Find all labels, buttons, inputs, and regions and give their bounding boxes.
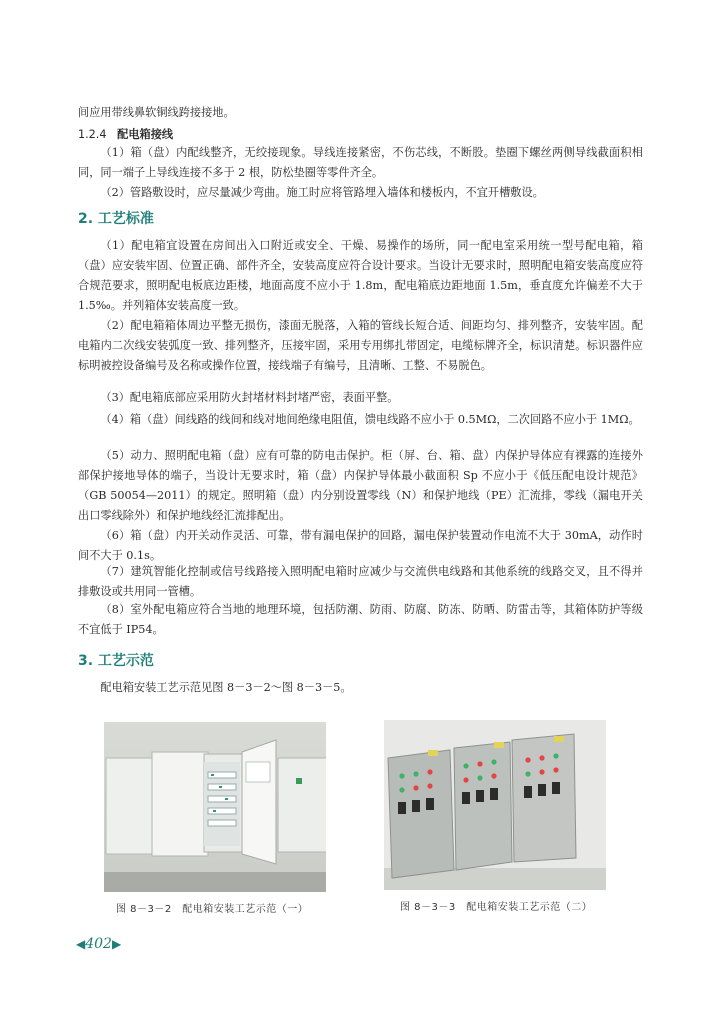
left-triangle-icon: ◀ (76, 937, 86, 951)
section-1-2-4-heading (78, 126, 173, 142)
figure-8-3-2-caption: 图 8－3－2 配电箱安装工艺示范（一） (116, 904, 309, 915)
paragraph-1-2-4-2: （2）管路敷设时，应尽量减少弯曲。施工时应将管路埋入墙体和楼板内，不宜开槽敷设。 (100, 186, 544, 199)
page-number (76, 936, 121, 952)
paragraph-1-2-4-1: （1）箱（盘）内配线整齐，无绞接现象。导线连接紧密，不伤芯线，不断股。垫圈下螺丝两侧导线截面积相同，同一端子上导线连接不多于 2 根，防松垫圈等零件齐全。 (78, 146, 643, 179)
page-number-value: 402 (85, 936, 112, 952)
paragraph-2-2: （2）配电箱箱体周边平整无损伤，漆面无脱落，入箱的管线长短合适、间距均匀、排列整齐，安装牢固。配电箱内二次线安装弧度一致、排列整齐，压接牢固，采用专用绑扎带固定，电缆标牌齐全，标识清楚。标识器件应标明被控设备编号及名称或操作位置，接线端子有编号，且清晰、工整、不易脱色。 (78, 319, 643, 372)
figure-8-3-3-photo (384, 720, 606, 890)
distribution-box-photo-1 (104, 722, 326, 892)
right-triangle-icon: ▶ (111, 937, 122, 951)
paragraph-2-6: （6）箱（盘）内开关动作灵活、可靠，带有漏电保护的回路，漏电保护装置动作电流不大于 30mA，动作时间不大于 0.1s。 (78, 529, 643, 562)
section-3-heading: 3. 工艺示范 (78, 653, 154, 669)
section-2-heading: 2. 工艺标准 (78, 211, 154, 227)
paragraph-3-1: 配电箱安装工艺示范见图 8－3－2～图 8－3－5。 (100, 681, 352, 694)
paragraph-2-8: （8）室外配电箱应符合当地的地理环境，包括防潮、防雨、防腐、防冻、防晒、防雷击等，其箱体防护等级不宜低于 IP54。 (78, 603, 643, 636)
paragraph-2-7: （7）建筑智能化控制或信号线路接入照明配电箱时应减少与交流供电线路和其他系统的线路交叉，且不得并排敷设或共用同一管槽。 (78, 565, 643, 598)
figure-8-3-2-photo (104, 722, 326, 892)
paragraph-2-1: （1）配电箱宜设置在房间出入口附近或安全、干燥、易操作的场所，同一配电室采用统一型号配电箱，箱（盘）应安装牢固、位置正确、部件齐全，安装高度应符合设计要求。当设计无要求时，照明配电箱安装高度应符合规范要求，照明配电板底边距楼，地面高度不应小于 1.8m，配电箱底边距地面 1.5m，垂直度允许偏差不大于 1.5‰。并列箱体安装高度一致。 (78, 239, 643, 312)
body-line-top: 间应用带线鼻软铜线跨接接地。 (78, 106, 235, 119)
figure-8-3-3-caption: 图 8－3－3 配电箱安装工艺示范（二） (400, 902, 593, 913)
section-number: 1.2.4 (78, 128, 107, 141)
paragraph-2-4: （4）箱（盘）间线路的线间和线对地间绝缘电阻值，馈电线路不应小于 0.5MΩ，二次回路不应小于 1MΩ。 (100, 413, 640, 426)
distribution-box-photo-2 (384, 720, 606, 890)
paragraph-2-5: （5）动力、照明配电箱（盘）应有可靠的防电击保护。柜（屏、台、箱、盘）内保护导体应有裸露的连接外部保护接地导体的端子，当设计无要求时，箱（盘）内保护导体最小截面积 Sp 不应小于《低压配电设计规范》（GB 50054—2011）的规定。照明箱（盘）内分别设置零线（N）和保护地线（PE）汇流排，零线（漏电开关出口零线除外）和保护地线经汇流排配出。 (78, 449, 643, 522)
section-title: 配电箱接线 (117, 128, 174, 141)
paragraph-2-3: （3）配电箱底部应采用防火封堵材料封堵严密，表面平整。 (100, 391, 399, 404)
